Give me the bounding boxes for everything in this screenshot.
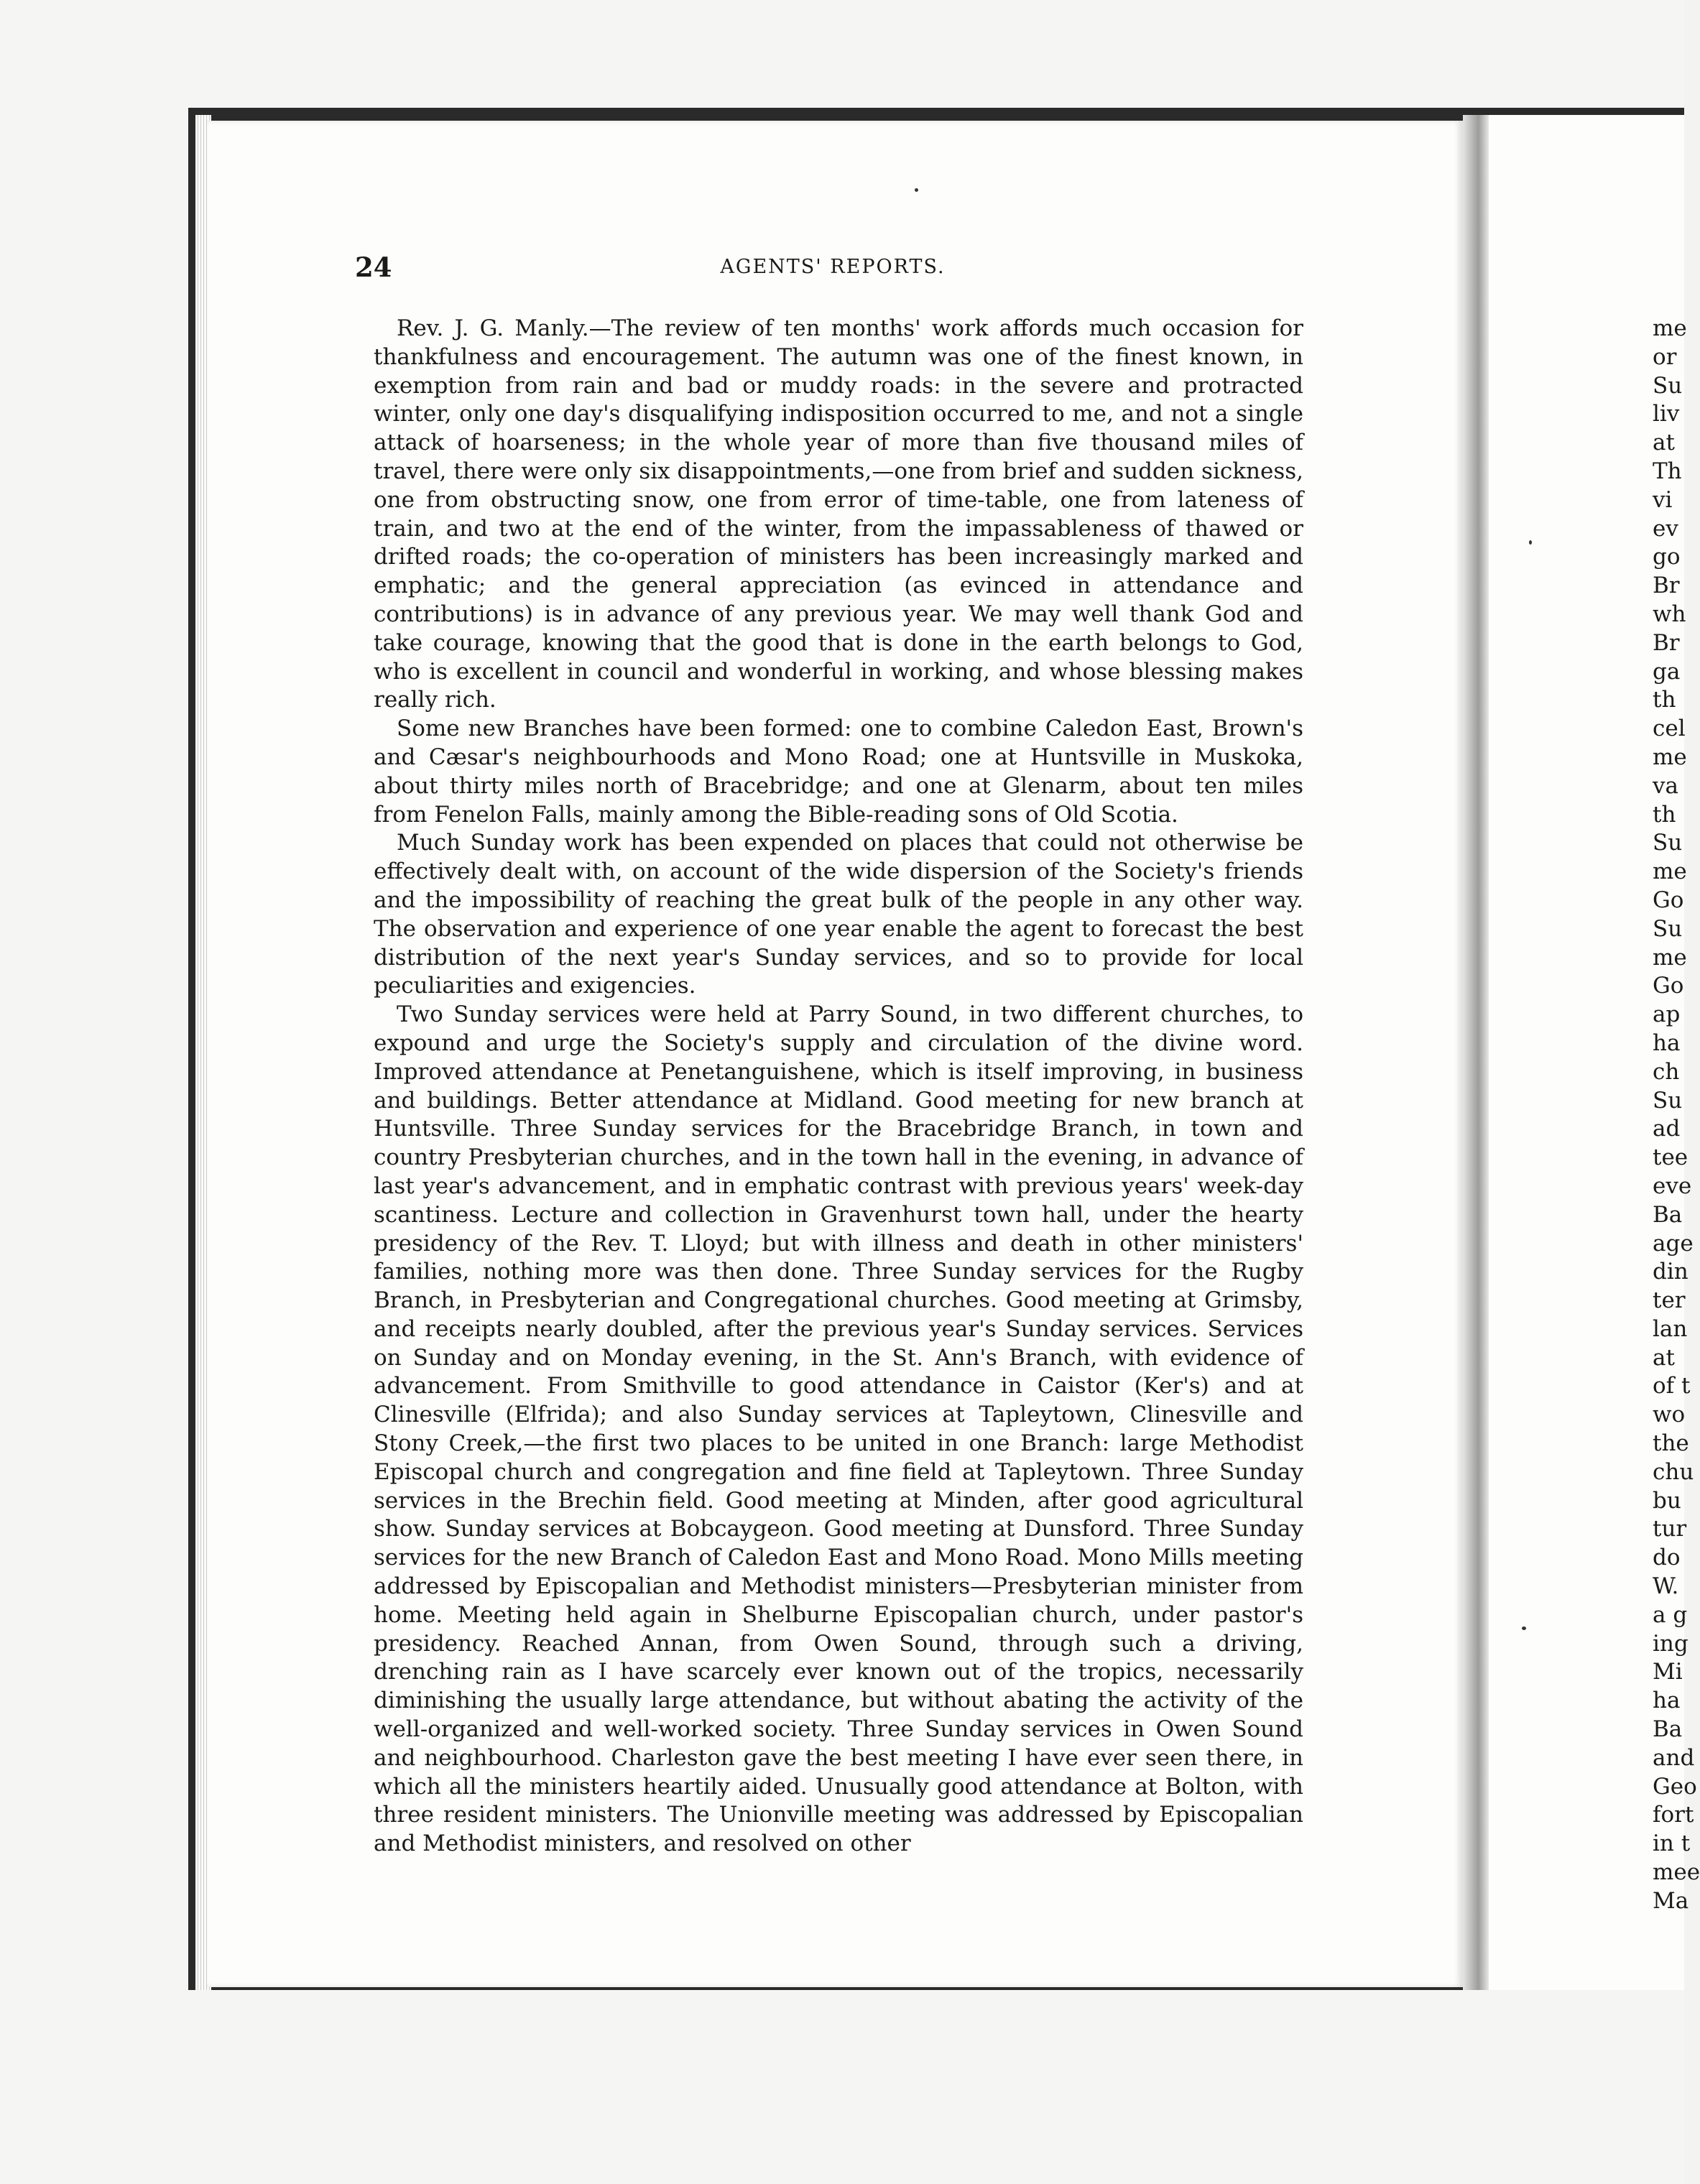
- right-page-fragment: Ba: [1653, 1716, 1683, 1743]
- right-page-fragment: lan: [1653, 1315, 1688, 1342]
- right-page-fragment: ga: [1653, 658, 1681, 685]
- right-page-fragment: th: [1653, 801, 1676, 828]
- right-page-fragment: vi: [1653, 486, 1673, 513]
- right-page-fragment: ev: [1653, 515, 1678, 542]
- right-page-fragment: Go: [1653, 973, 1684, 999]
- dust-speck: [915, 188, 918, 192]
- right-page-fragment: of t: [1653, 1373, 1691, 1399]
- right-page-fragment: chu: [1653, 1458, 1694, 1485]
- right-page-fragment: tee: [1653, 1144, 1689, 1171]
- right-page-fragment: age: [1653, 1230, 1694, 1257]
- right-page-fragment: Th: [1653, 458, 1682, 484]
- right-page-fragment: va: [1653, 772, 1678, 799]
- right-page-fragment: Ma: [1653, 1887, 1689, 1914]
- right-page-fragment: a g: [1653, 1601, 1688, 1628]
- right-page-fragment: me: [1653, 744, 1687, 770]
- right-page-fragment: cel: [1653, 716, 1686, 742]
- right-page-fragment: wh: [1653, 601, 1686, 627]
- right-page-fragment: liv: [1653, 401, 1680, 427]
- right-page-fragment: me: [1653, 859, 1687, 885]
- right-page-fragment: Su: [1653, 372, 1683, 399]
- right-page-fragment: ter: [1653, 1287, 1686, 1314]
- report-body: [374, 315, 1303, 1859]
- right-page-fragment: go: [1653, 544, 1681, 570]
- right-page-fragment: ha: [1653, 1688, 1681, 1714]
- right-page-fragment: Su: [1653, 830, 1683, 856]
- right-page-fragment: Br: [1653, 573, 1680, 599]
- right-page-fragment: Mi: [1653, 1659, 1683, 1685]
- dust-speck: [1522, 1627, 1526, 1630]
- paragraph: Rev. J. G. Manly.—The review of ten months' work affords much occasion for thankfulness and encouragement. The autumn was one of the finest known, in exemption from rain and bad or muddy roads: in the severe and protracted winter, only one day's disqualifying indisposition occurred to me, and not a single attack of hoarseness; in the whole year of more than five thousand miles of travel, there were only six disappointments,—one from brief and sudden sickness, one from obstructing snow, one from error of time-table, one from lateness of train, and two at the end of the winter, from the impassableness of thawed or drifted roads; the co-operation of ministers has been increasingly marked and emphatic; and the general appreciation (as evinced in attendance and contributions) is in advance of any previous year. We may well thank God and take courage, knowing that the good that is done in the earth belongs to God, who is excellent in council and wonderful in working, and whose blessing makes really rich.: [374, 315, 1303, 713]
- right-page-fragment: ing: [1653, 1630, 1689, 1657]
- right-page-fragment: din: [1653, 1259, 1689, 1285]
- page-number: 24: [355, 251, 392, 283]
- right-page-fragment: ch: [1653, 1058, 1680, 1085]
- paragraph: Some new Branches have been formed: one to combine Caledon East, Brown's and Cæsar's neighbourhoods and Mono Road; one at Huntsville in Muskoka, about thirty miles north of Bracebridge; and one at Glenarm, about ten miles from Fenelon Falls, mainly among the Bible-reading sons of Old Scotia.: [374, 716, 1303, 828]
- right-page-fragment: mee: [1653, 1859, 1700, 1886]
- right-page-fragment: me: [1653, 315, 1687, 341]
- right-page-fragment: at: [1653, 1344, 1675, 1371]
- right-page-fragment: eve: [1653, 1172, 1692, 1199]
- right-page-fragment: W.: [1653, 1573, 1679, 1600]
- right-page-fragment: me: [1653, 944, 1687, 971]
- dust-speck: [1529, 540, 1532, 545]
- right-page-fragment: or: [1653, 343, 1677, 370]
- right-page-fragment: Geo: [1653, 1773, 1697, 1800]
- right-page-fragment: Ba: [1653, 1201, 1683, 1228]
- right-page-fragment: ad: [1653, 1116, 1681, 1142]
- right-page-fragment: bu: [1653, 1487, 1681, 1514]
- right-page-fragment: the: [1653, 1430, 1689, 1457]
- right-page-fragment: and: [1653, 1744, 1695, 1771]
- right-page-fragment: Su: [1653, 915, 1683, 942]
- right-page-fragment: Go: [1653, 887, 1684, 913]
- right-page-fragment: ha: [1653, 1029, 1681, 1056]
- book-gutter: [1463, 115, 1489, 1990]
- right-page-fragment: at: [1653, 430, 1675, 456]
- right-page-fragment: ap: [1653, 1001, 1681, 1028]
- paragraph: Much Sunday work has been expended on places that could not otherwise be effectively dealt with, on account of the wide dispersion of the Society's friends and the impossibility of reaching the great bulk of the people in any other way. The observation and experience of one year enable the agent to forecast the best distribution of the next year's Sunday services, and so to provide for local peculiarities and exigencies.: [374, 830, 1303, 999]
- right-page-fragment: do: [1653, 1545, 1681, 1571]
- right-page-fragment: Br: [1653, 629, 1680, 656]
- right-page-fragment: tur: [1653, 1516, 1687, 1542]
- paragraph: Two Sunday services were held at Parry Sound, in two different churches, to expound and urge the Society's supply and circulation of the divine word. Improved attendance at Penetanguishene, which is itself improving, in business and buildings. Better attendance at Midland. Good meeting for new branch at Huntsville. Three Sunday services for the Bracebridge Branch, in town and country Presbyterian churches, and in the town hall in the evening, in advance of last year's advancement, and in emphatic contrast with previous years' week-day scantiness. Lecture and collection in Gravenhurst town hall, under the hearty presidency of the Rev. T. Lloyd; but with illness and death in other ministers' families, nothing more was then done. Three Sunday services for the Rugby Branch, in Presbyterian and Congregational churches. Good meeting at Grimsby, and receipts nearly doubled, after the previous year's Sunday services. Services on Sunday and on Monday evening, in the St. Ann's Branch, with evidence of advancement. From Smithville to good attendance in Caistor (Ker's) and at Clinesville (Elfrida); and also Sunday services at Tapleytown, Clinesville and Stony Creek,—the first two places to be united in one Branch: large Methodist Episcopal church and congregation and fine field at Tapleytown. Three Sunday services in the Brechin field. Good meeting at Minden, after good agricultural show. Sunday services at Bobcaygeon. Good meeting at Dunsford. Three Sunday services for the new Branch of Caledon East and Mono Road. Mono Mills meeting addressed by Episcopalian and Methodist ministers—Presbyterian minister from home. Meeting held again in Shelburne Episcopalian church, under pastor's presidency. Reached Annan, from Owen Sound, through such a driving, drenching rain as I have scarcely ever known out of the tropics, necessarily diminishing the usually large attendance, but without abating the activity of the well-organized and well-worked society. Three Sunday services in Owen Sound and neighbourhood. Charleston gave the best meeting I have ever seen there, in which all the ministers heartily aided. Unusually good attendance at Bolton, with three resident ministers. The Unionville meeting was addressed by Episcopalian and Methodist ministers, and resolved on other: [374, 1001, 1303, 1857]
- right-page-fragment: wo: [1653, 1402, 1686, 1428]
- right-page-text-fragments: [1653, 315, 1700, 1916]
- right-page-fragment: in t: [1653, 1831, 1691, 1857]
- right-page-fragment: fort: [1653, 1802, 1694, 1828]
- page-header: [355, 251, 1311, 287]
- right-page-fragment: th: [1653, 687, 1676, 713]
- running-head: AGENTS' REPORTS.: [720, 256, 946, 278]
- right-page-fragment: Su: [1653, 1087, 1683, 1114]
